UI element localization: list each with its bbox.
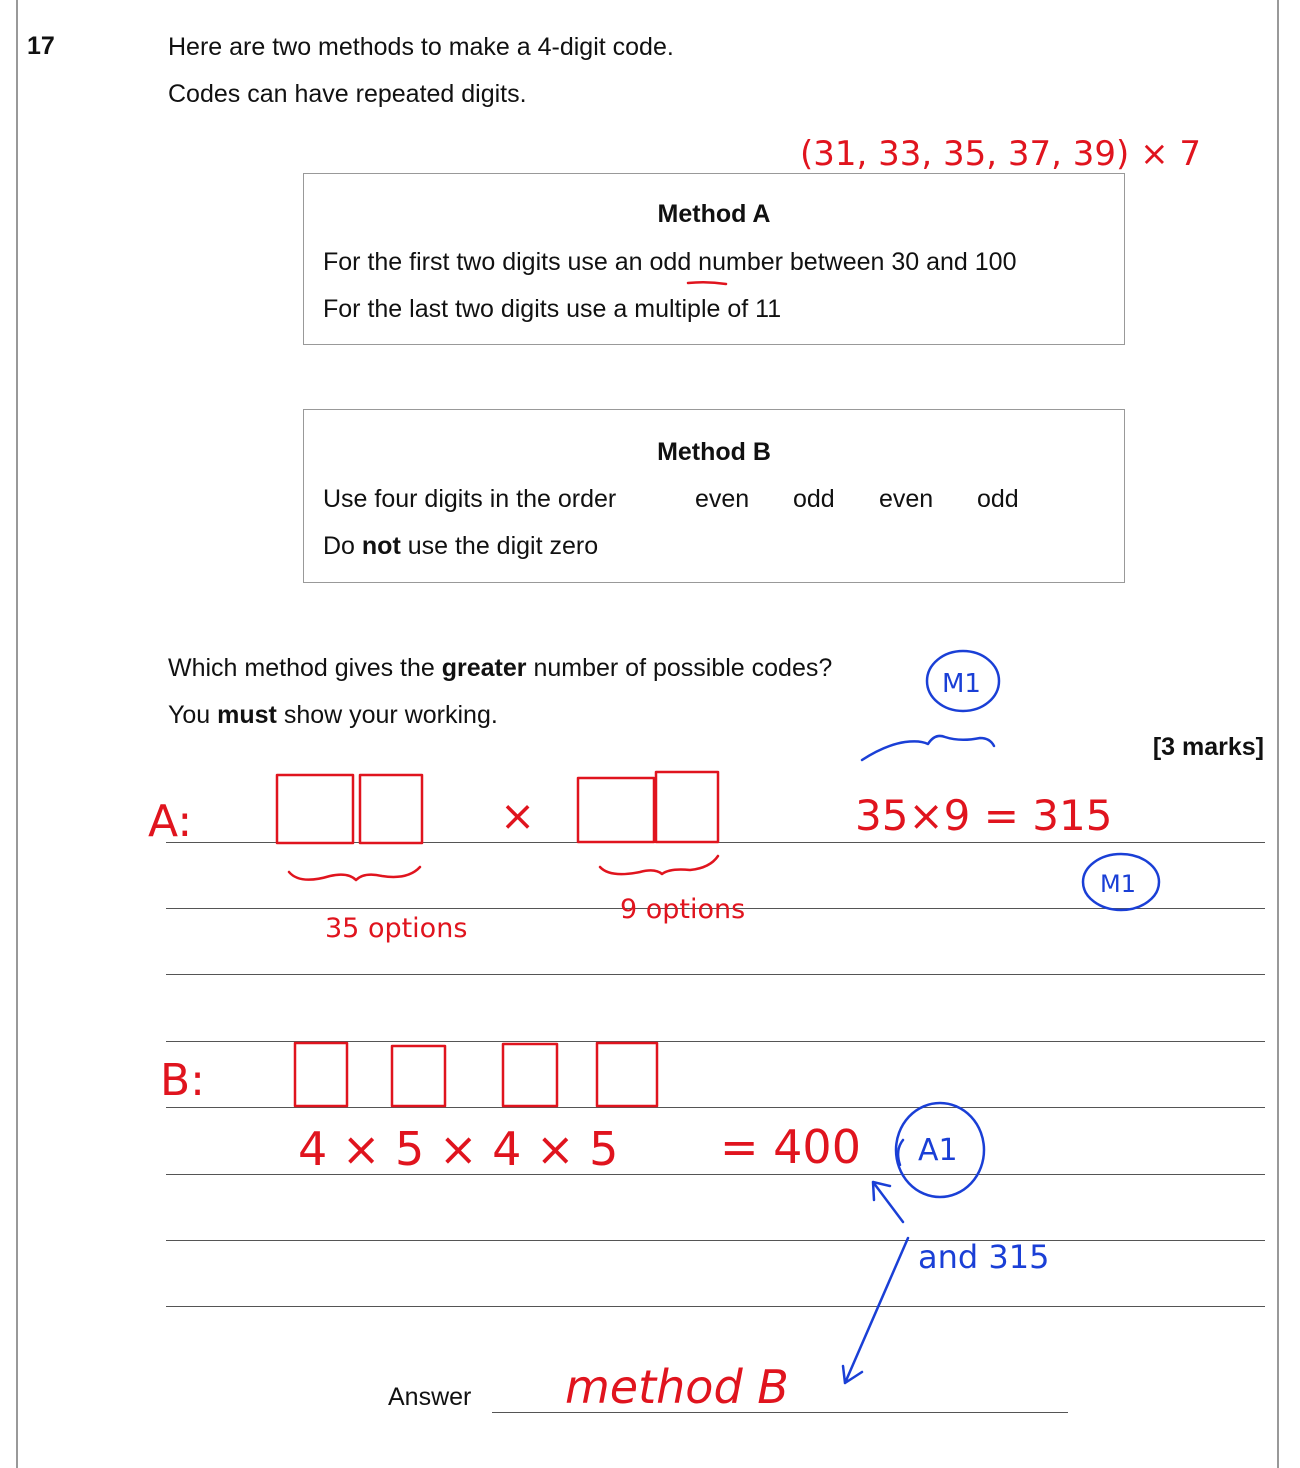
m1-right-label: M1 [1100,870,1136,898]
b-label: B: [160,1055,206,1106]
a-left-brace [289,867,420,880]
order-word-2: odd [793,485,835,513]
digit-box [360,775,422,843]
digit-box [503,1044,557,1106]
down-arrow [843,1238,908,1383]
a-times-sign: × [500,791,536,840]
intro-line-2: Codes can have repeated digits. [168,80,527,108]
up-arrow [873,1182,903,1222]
a-label: A: [148,796,193,847]
a-right-brace [600,856,718,874]
b-calc: 4 × 5 × 4 × 5 [298,1122,619,1176]
answer-handwritten: method B [565,1360,789,1414]
method-b-line-2: Do not use the digit zero [323,532,599,560]
question-prompt: Which method gives the greater number of possible codes? [168,654,833,682]
a1-paren [898,1140,903,1165]
odd-underline [688,282,726,284]
m1-top-label: M1 [942,669,981,699]
digit-box [295,1043,347,1106]
a1-label: A1 [918,1133,958,1168]
digit-box [656,772,718,842]
method-a-line-2: For the last two digits use a multiple of 11 [323,295,782,323]
method-a-line-1: For the first two digits use an odd number between 30 and 100 [323,248,1017,276]
digit-box [392,1046,445,1106]
intro-line-1: Here are two methods to make a 4-digit code. [168,33,674,61]
m1-brace [862,736,994,760]
working-instruction: You must show your working. [168,701,498,729]
order-word-4: odd [977,485,1019,513]
digit-box [578,778,654,842]
order-word-1: even [695,485,750,513]
order-word-3: even [879,485,934,513]
answer-label: Answer [388,1383,472,1411]
method-b-title: Method B [657,438,771,466]
b-result: = 400 [720,1120,861,1174]
and-note: and 315 [918,1238,1050,1276]
a-left-caption: 35 options [325,913,468,944]
top-note-text: (31, 33, 35, 37, 39) × 7 [800,134,1202,174]
method-a-title: Method A [657,200,771,228]
marks-label: [3 marks] [1152,733,1264,761]
method-b-line-1: Use four digits in the order [323,485,617,513]
a-calc: 35×9 = 315 [855,791,1113,840]
digit-box [597,1043,657,1106]
digit-box [277,775,353,843]
a-right-caption: 9 options [620,894,746,925]
question-number: 17 [27,32,55,60]
